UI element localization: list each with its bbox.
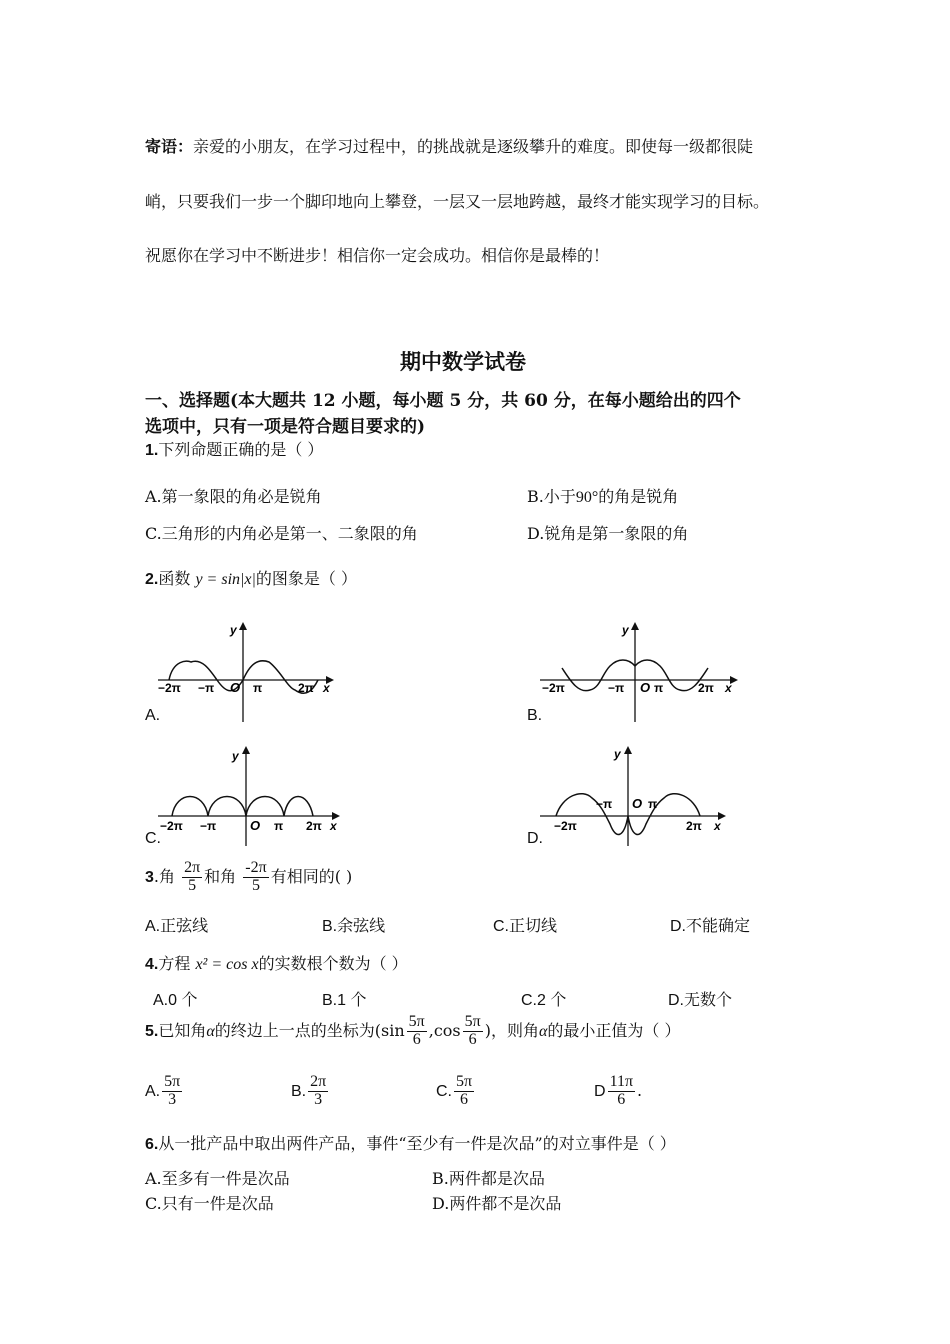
question-6-stem: 6.从一批产品中取出两件产品，事件“至少有一件是次品”的对立事件是（ ）	[145, 1134, 676, 1153]
question-4-option-d: D.无数个	[668, 992, 733, 1009]
question-1-option-a: A.第一象限的角必是锐角	[145, 487, 322, 506]
question-3-option-b: B.余弦线	[322, 918, 386, 935]
graph-d	[540, 742, 730, 850]
graph-a	[158, 618, 338, 726]
graph-c-origin: O	[250, 818, 261, 833]
graph-b-tick-2pi: 2π	[698, 681, 714, 695]
question-2-stem: 2.函数 y = sin|x|的图象是（ ）	[145, 569, 358, 588]
question-5-stem: 5.已知角α的终边上一点的坐标为(sin $\frac{5\pi}{6}$ ,cos $\frac{5\pi}{6}$ )，则角α的最小正值为（ ）	[145, 1013, 681, 1048]
page-title: 期中数学试卷	[400, 349, 526, 374]
graph-a-y-label: y	[230, 623, 237, 637]
question-3-option-d: D.不能确定	[670, 918, 751, 935]
graph-b-tick-neg-pi: −π	[608, 681, 625, 695]
graph-d-tick-2pi: 2π	[686, 819, 702, 833]
graph-a-tick-2pi: 2π	[298, 681, 314, 695]
graph-c-tick-pi: π	[274, 819, 284, 833]
graph-c-tick-neg-pi: −π	[200, 819, 217, 833]
graph-c-y-label: y	[232, 749, 239, 763]
question-4-option-a: A.0 个	[153, 992, 198, 1009]
fraction-5pi-6-cos: $\frac{5\pi}{6}$	[464, 1013, 481, 1048]
section-heading-line-1: 一、选择题(本大题共 12 小题，每小题 5 分，共 60 分，在每小题给出的四个	[145, 391, 741, 411]
graph-d-y-label: y	[614, 747, 621, 761]
fraction-2pi-5: $\frac{2\pi}{5}$	[184, 859, 201, 894]
question-6-option-c: C.只有一件是次品	[145, 1194, 274, 1213]
fraction-neg-2pi-5: $\frac{-2\pi}{5}$	[245, 859, 267, 894]
message-line-3: 祝愿你在学习中不断进步！相信你一定会成功。相信你是最棒的！	[145, 246, 610, 265]
graph-b-x-label: x	[725, 681, 732, 695]
question-6-option-a: A.至多有一件是次品	[145, 1169, 290, 1188]
question-4-stem: 4.方程 x² = cos x的实数根个数为（ ）	[145, 954, 408, 973]
graph-d-tick-neg-2pi: −2π	[554, 819, 577, 833]
graph-d-tick-neg-pi: −π	[596, 797, 613, 811]
graph-a-tick-neg-pi: −π	[198, 681, 215, 695]
graph-b	[540, 618, 740, 726]
graph-a-tick-neg-2pi: −2π	[158, 681, 181, 695]
question-1-option-b: B.小于90°的角是锐角	[527, 487, 679, 506]
graph-d-tick-pi: π	[648, 797, 658, 811]
question-6-option-b: B.两件都是次品	[432, 1169, 545, 1188]
graph-a-label: A.	[145, 707, 161, 724]
section-heading-line-2: 选项中，只有一项是符合题目要求的)	[145, 417, 426, 437]
question-3-option-a: A.正弦线	[145, 918, 209, 935]
question-6-option-d: D.两件都不是次品	[432, 1194, 562, 1213]
question-5-option-d: D $\frac{11\pi}{6}$ .	[594, 1073, 643, 1108]
graph-b-tick-neg-2pi: −2π	[542, 681, 565, 695]
message-line-1: 寄语：亲爱的小朋友，在学习过程中，的挑战就是逐级攀升的难度。即使每一级都很陡	[145, 137, 754, 156]
graph-a-tick-pi: π	[253, 681, 263, 695]
graph-b-tick-pi: π	[654, 681, 664, 695]
graph-c	[158, 742, 343, 850]
graph-d-x-label: x	[714, 819, 721, 833]
question-4-option-c: C.2 个	[521, 992, 567, 1009]
message-label: 寄语：	[145, 137, 194, 156]
question-1-option-c: C.三角形的内角必是第一、二象限的角	[145, 524, 418, 543]
graph-d-label: D.	[527, 830, 543, 847]
graph-b-origin: O	[640, 680, 651, 695]
fraction-5pi-6-sin: $\frac{5\pi}{6}$	[408, 1013, 425, 1048]
question-5-option-c: C. $\frac{5\pi}{6}$	[436, 1073, 473, 1108]
graph-c-curve	[172, 797, 313, 817]
formula-y-sin-abs-x: y = sin|x|	[195, 571, 256, 588]
graph-c-tick-neg-2pi: −2π	[160, 819, 183, 833]
graph-d-origin: O	[632, 796, 643, 811]
graph-c-label: C.	[145, 830, 161, 847]
graph-b-y-arrow	[631, 622, 639, 630]
graph-c-y-arrow	[242, 746, 250, 754]
graph-a-y-arrow	[239, 622, 247, 630]
question-5-option-b: B. $\frac{2\pi}{3}$	[291, 1073, 327, 1108]
graph-a-origin: O	[230, 680, 241, 695]
graph-c-x-label: x	[330, 819, 337, 833]
question-5-option-a: A. $\frac{5\pi}{3}$	[145, 1073, 181, 1108]
graph-d-y-arrow	[624, 746, 632, 754]
question-3-stem: 3.角 $\frac{2\pi}{5}$ 和角 $\frac{-2\pi}{5}$ 有相同的( )	[145, 859, 353, 894]
graph-b-y-label: y	[622, 623, 629, 637]
graph-a-x-label: x	[323, 681, 330, 695]
question-1-stem: 1.下列命题正确的是（ ）	[145, 440, 324, 459]
graph-c-tick-2pi: 2π	[306, 819, 322, 833]
graph-b-label: B.	[527, 707, 543, 724]
question-1-option-d: D.锐角是第一象限的角	[527, 524, 689, 543]
question-4-option-b: B.1 个	[322, 992, 367, 1009]
message-line-2: 峭，只要我们一步一个脚印地向上攀登，一层又一层地跨越，最终才能实现学习的目标。	[145, 192, 770, 211]
formula-x2-eq-cosx: x² = cos x	[195, 956, 259, 973]
question-3-option-c: C.正切线	[493, 918, 558, 935]
